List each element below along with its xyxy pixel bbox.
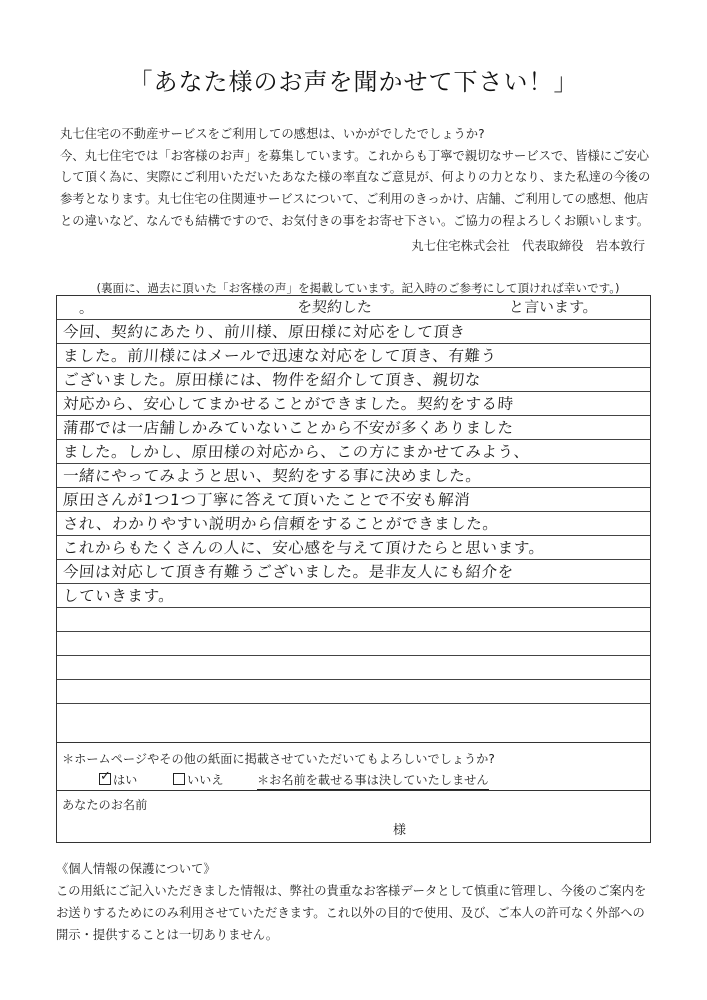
handwritten-text: ました。前川様にはメールで迅速な対応をして頂き、有難う <box>62 347 498 365</box>
comment-line[interactable] <box>57 560 650 584</box>
handwritten-text: 原田さんが1つ1つ丁寧に答えて頂いたことで不安も解消 <box>62 491 471 509</box>
intro-line: 今、丸七住宅では「お客様のお声」を募集しています。これからも丁寧で親切なサービスで、皆様にご安心 <box>60 148 650 163</box>
intro-paragraph <box>60 124 660 233</box>
comment-line[interactable] <box>57 656 650 680</box>
checkbox-no[interactable] <box>173 773 185 785</box>
signer: 丸七住宅株式会社 代表取締役 岩本敦行 <box>411 239 645 253</box>
intro-line: して頂く為に、実際にご利用いただいたあなた様の率直なご意見が、何よりの力となり、また私達の今後の <box>60 170 651 185</box>
handwritten-text: 蒲郡では一店舗しかみていないことから不安が多くありました <box>62 419 515 437</box>
comment-line[interactable] <box>57 320 650 344</box>
option-yes[interactable] <box>99 771 137 788</box>
name-notice: ＊お名前を載せる事は決していたしません <box>257 771 489 790</box>
comment-line[interactable] <box>57 584 650 608</box>
comment-line[interactable] <box>57 440 650 464</box>
option-no-label: いいえ <box>187 773 224 787</box>
comment-line[interactable] <box>57 392 650 416</box>
intro-line: 参考となります。丸七住宅の住関連サービスについて、ご利用のきっかけ、店舗、ご利用しての感想、他店 <box>60 192 649 207</box>
name-suffix: 様 <box>393 823 407 838</box>
handwritten-text: これからもたくさんの人に、安心感を与えて頂けたらと思います。 <box>62 539 546 557</box>
consent-question: ＊ホームページやその他の紙面に掲載させていただいてもよろしいでしょうか? <box>62 752 495 766</box>
lead-text-contract: を契約した <box>296 298 373 316</box>
comment-line[interactable] <box>57 464 650 488</box>
option-no[interactable] <box>173 771 224 788</box>
comment-line[interactable] <box>57 416 650 440</box>
section-divider <box>57 742 650 743</box>
handwritten-text: され、わかりやすい説明から信頼をすることができました。 <box>62 515 500 533</box>
comment-line[interactable] <box>57 368 650 392</box>
feedback-form <box>56 295 651 843</box>
handwritten-text: 今回は対応して頂き有難うございました。是非友人にも紹介を <box>62 563 515 581</box>
handwritten-text: 今回、契約にあたり、前川様、原田様に対応をして頂き <box>62 323 467 341</box>
reference-note: (裏面に、過去に頂いた「お客様の声」を掲載しています。記入時のご参考にして頂ければ幸いです。) <box>96 281 620 295</box>
intro-line: 丸七住宅の不動産サービスをご利用しての感想は、いかがでしたでしょうか? <box>60 127 485 141</box>
comment-line[interactable] <box>57 512 650 536</box>
comment-line[interactable] <box>57 632 650 656</box>
privacy-line: お送りするためにのみ利用させていただきます。これ以外の目的で使用、及び、ご本人の許可なく外部への <box>56 906 645 920</box>
comment-line[interactable] <box>57 680 650 704</box>
handwritten-text: 対応から、安心してまかせることができました。契約をする時 <box>62 395 515 413</box>
comment-line[interactable] <box>57 488 650 512</box>
option-yes-label: はい <box>113 773 138 787</box>
comment-line[interactable] <box>57 704 650 728</box>
check-icon: ✓ <box>100 769 111 784</box>
section-divider <box>57 790 650 791</box>
handwritten-text: ました。しかし、原田様の対応から、この方にまかせてみよう、 <box>62 443 531 461</box>
comment-line[interactable] <box>57 344 650 368</box>
intro-line: との違いなど、なんでも結構ですので、お気付きの事をお寄せ下さい。ご協力の程よろしくお願いします。 <box>60 213 650 228</box>
lead-line[interactable] <box>57 296 650 320</box>
page-title: 「あなた様のお声を聞かせて下さい！」 <box>128 68 579 96</box>
handwritten-text: していきます。 <box>62 587 176 605</box>
comment-line[interactable] <box>57 608 650 632</box>
name-field-label: あなたのお名前 <box>62 798 148 812</box>
privacy-section <box>56 858 666 946</box>
comment-line[interactable] <box>57 536 650 560</box>
privacy-line: 開示・提供することは一切ありません。 <box>56 928 279 942</box>
checkbox-yes[interactable] <box>99 769 111 785</box>
lead-dot: 。 <box>79 301 93 317</box>
privacy-heading: 《個人情報の保護について》 <box>56 862 216 876</box>
handwritten-text: ございました。原田様には、物件を紹介して頂き、親切な <box>62 371 482 389</box>
handwritten-text: 一緒にやってみようと思い、契約をする事に決めました。 <box>62 467 483 485</box>
lead-text-end: と言います。 <box>508 298 599 316</box>
privacy-line: この用紙にご記入いただきました情報は、弊社の貴重なお客様データとして慎重に管理し、今後のご案内を <box>56 884 647 898</box>
